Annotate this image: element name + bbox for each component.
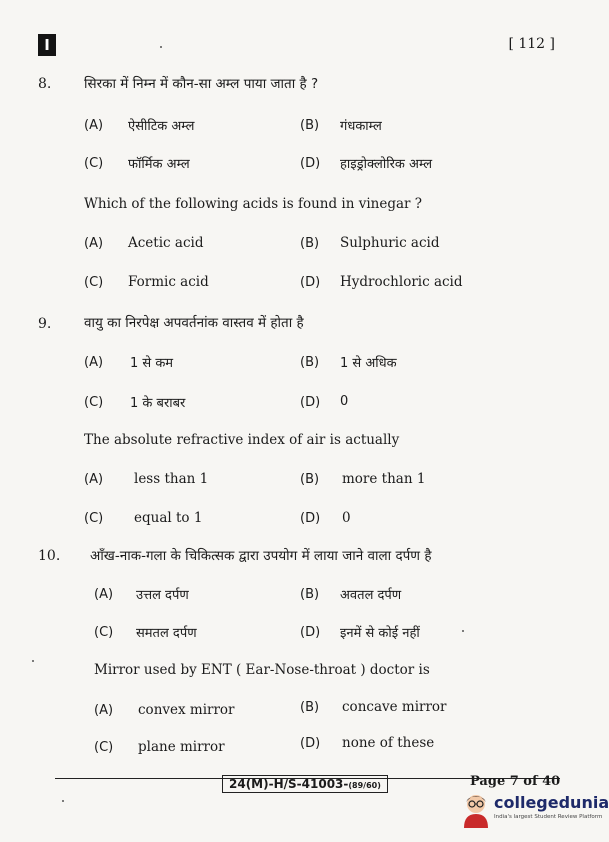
q10-en-option-b: concave mirror	[342, 699, 447, 715]
q10-en-option-d: none of these	[342, 735, 435, 751]
q10-hi-option-b: अवतल दर्पण	[340, 588, 402, 603]
q9-en-option-b: more than 1	[342, 471, 426, 487]
question-9-text-english: The absolute refractive index of air is actually	[84, 432, 400, 448]
q10-en-option-c-label: (C)	[94, 740, 114, 755]
q8-en-option-a: Acetic acid	[128, 235, 204, 251]
scan-speck	[160, 46, 162, 48]
q9-hi-option-d: 0	[340, 394, 349, 409]
q10-hi-option-c: समतल दर्पण	[136, 626, 197, 641]
q10-en-option-d-label: (D)	[300, 736, 321, 751]
paper-code-small: (89/60)	[348, 781, 381, 790]
q10-hi-option-a-label: (A)	[94, 587, 114, 602]
q9-hi-option-a-label: (A)	[84, 355, 104, 370]
q9-en-option-a-label: (A)	[84, 472, 104, 487]
q10-hi-option-b-label: (B)	[300, 587, 320, 602]
collegedunia-logo	[460, 792, 609, 832]
q8-en-option-b: Sulphuric acid	[340, 235, 440, 251]
q10-en-option-a: convex mirror	[138, 702, 235, 718]
q10-en-option-a-label: (A)	[94, 703, 114, 718]
q8-en-option-c-label: (C)	[84, 275, 104, 290]
q8-en-option-c: Formic acid	[128, 274, 209, 290]
q8-hi-option-b: गंधकाम्ल	[340, 119, 382, 134]
q9-en-option-d-label: (D)	[300, 511, 321, 526]
q8-en-option-d-label: (D)	[300, 275, 321, 290]
scan-speck	[32, 660, 34, 662]
q10-hi-option-c-label: (C)	[94, 625, 114, 640]
q9-hi-option-d-label: (D)	[300, 395, 321, 410]
q10-hi-option-a: उत्तल दर्पण	[136, 588, 189, 603]
section-marker: I	[38, 34, 56, 56]
q9-hi-option-a: 1 से कम	[130, 356, 174, 371]
question-10-text-english: Mirror used by ENT ( Ear-Nose-throat ) doctor is	[94, 662, 430, 678]
q10-hi-option-d-label: (D)	[300, 625, 321, 640]
q8-hi-option-c: फॉर्मिक अम्ल	[128, 157, 190, 172]
page-info: Page 7 of 40	[470, 774, 561, 789]
question-9-text-hindi: वायु का निरपेक्ष अपवर्तनांक वास्तव में होता है	[84, 315, 304, 331]
q8-hi-option-b-label: (B)	[300, 118, 320, 133]
q9-en-option-d: 0	[342, 510, 351, 526]
student-avatar-icon	[460, 792, 492, 828]
q8-hi-option-d-label: (D)	[300, 156, 321, 171]
paper-code: 24(M)-H/S-41003-	[229, 777, 349, 791]
q9-hi-option-c: 1 के बराबर	[130, 396, 186, 411]
question-10-number: 10.	[38, 548, 61, 564]
scan-speck	[62, 800, 64, 802]
question-9-number: 9.	[38, 316, 52, 332]
q9-hi-option-c-label: (C)	[84, 395, 104, 410]
paper-code-box	[222, 775, 388, 793]
q8-en-option-b-label: (B)	[300, 236, 320, 251]
brand-name: collegedunia	[494, 793, 609, 812]
q9-en-option-b-label: (B)	[300, 472, 320, 487]
question-8-text-english: Which of the following acids is found in vinegar ?	[84, 196, 423, 212]
q8-hi-option-d: हाइड्रोक्लोरिक अम्ल	[340, 157, 433, 172]
question-8-number: 8.	[38, 76, 52, 92]
q8-hi-option-a: ऐसीटिक अम्ल	[128, 119, 195, 134]
q8-en-option-d: Hydrochloric acid	[340, 274, 463, 290]
scan-speck	[462, 630, 464, 632]
question-10-text-hindi: आँख-नाक-गला के चिकित्सक द्वारा उपयोग में लाया जाने वाला दर्पण है	[90, 548, 432, 564]
q9-hi-option-b-label: (B)	[300, 355, 320, 370]
q9-hi-option-b: 1 से अधिक	[340, 356, 397, 371]
q9-en-option-a: less than 1	[134, 471, 209, 487]
q9-en-option-c: equal to 1	[134, 510, 203, 526]
q10-en-option-c: plane mirror	[138, 739, 225, 755]
q10-en-option-b-label: (B)	[300, 700, 320, 715]
q10-hi-option-d: इनमें से कोई नहीं	[340, 626, 420, 641]
brand-tagline: India's largest Student Review Platform	[494, 814, 603, 820]
page-code: [ 112 ]	[508, 36, 555, 52]
q8-hi-option-c-label: (C)	[84, 156, 104, 171]
question-8-text-hindi: सिरका में निम्न में कौन-सा अम्ल पाया जाता है ?	[84, 76, 319, 92]
q8-en-option-a-label: (A)	[84, 236, 104, 251]
q8-hi-option-a-label: (A)	[84, 118, 104, 133]
q9-en-option-c-label: (C)	[84, 511, 104, 526]
